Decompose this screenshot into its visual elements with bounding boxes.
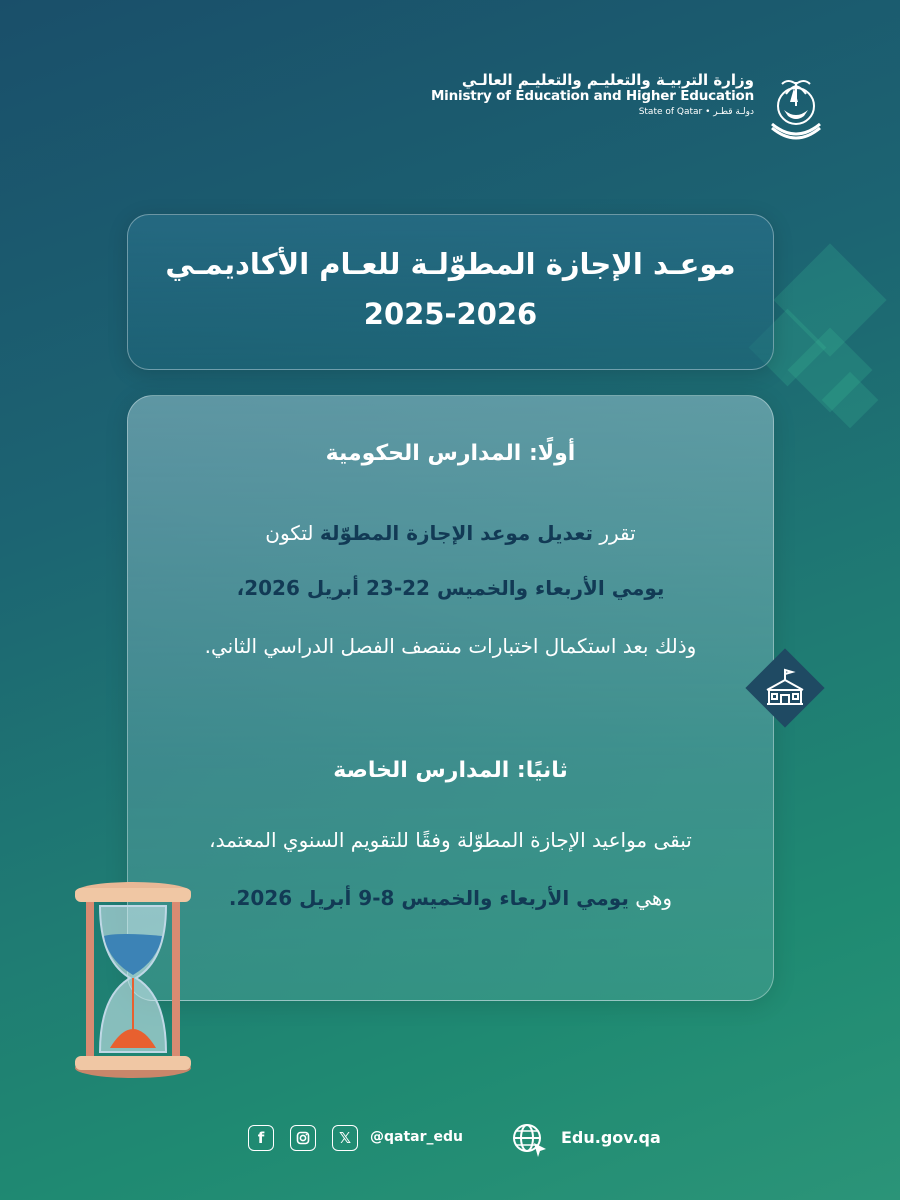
school-icon [745,648,825,728]
footer [0,1125,900,1155]
website-link[interactable]: Edu.gov.qa [561,1128,661,1147]
logo-state: State of Qatar • دولـة قطـر [638,106,754,117]
text-normal: وهي [628,886,673,910]
hourglass-icon [68,880,198,1080]
section-heading-private: ثانيًا: المدارس الخاصة [333,758,568,783]
x-icon[interactable]: 𝕏 [332,1125,358,1151]
government-paragraph-line1 [128,521,773,545]
ministry-logo [431,72,828,144]
social-handle[interactable]: @qatar_edu [370,1129,463,1145]
facebook-icon[interactable]: f [248,1125,274,1151]
logo-text [431,72,754,117]
section-heading-government: أولًا: المدارس الحكومية [325,441,576,466]
globe-icon[interactable] [510,1121,548,1157]
content-card [127,395,774,1001]
logo-arabic-name: وزارة التربيـة والتعليـم والتعليـم العالـي [461,71,754,89]
government-paragraph-line2: يومي الأربعاء والخميس 22-23 أبريل 2026، [236,576,665,600]
private-paragraph-line2 [128,886,773,910]
instagram-icon[interactable] [290,1125,316,1151]
page-title: موعـد الإجازة المطوّلـة للعـام الأكاديمـي [165,247,736,281]
text-normal: لتكون [265,521,320,545]
text-highlight: تعديل موعد الإجازة المطوّلة [319,521,593,545]
text-normal: تقرر [593,521,636,545]
logo-english-name: Ministry of Education and Higher Education [430,88,754,105]
title-card [127,214,774,370]
private-paragraph-line1: تبقى مواعيد الإجازة المطوّلة وفقًا للتقويم السنوي المعتمد، [209,828,692,852]
academic-year: 2025-2026 [363,297,538,331]
text-highlight: يومي الأربعاء والخميس 8-9 أبريل 2026. [228,886,629,910]
qatar-emblem-icon [764,72,828,144]
government-paragraph-line3: وذلك بعد استكمال اختبارات منتصف الفصل الدراسي الثاني. [204,634,697,658]
